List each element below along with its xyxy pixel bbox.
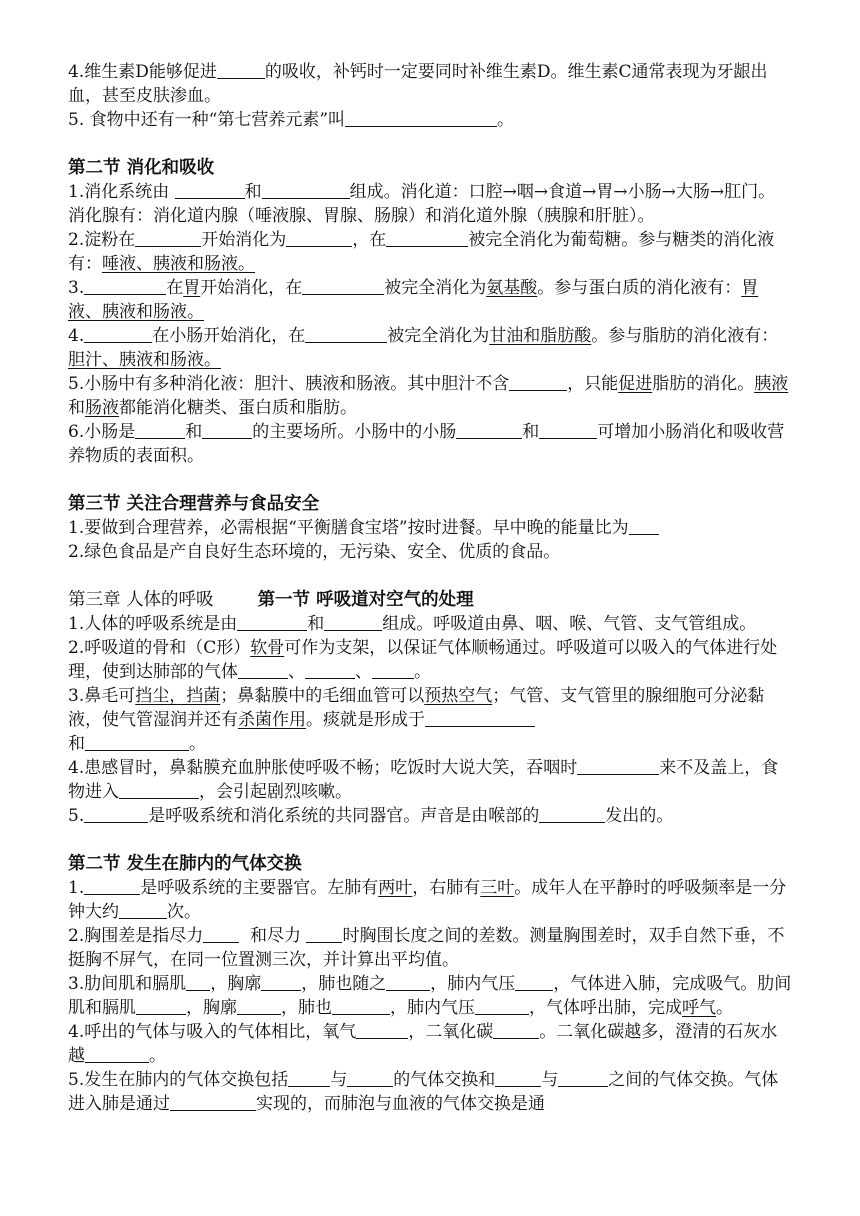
blank bbox=[347, 1069, 393, 1087]
item-gas-1: 1. 是呼吸系统的主要器官。左肺有两叶，右肺有三叶。成年人在平静时的呼吸频率是一分钟大约 次。 bbox=[68, 878, 787, 922]
blank bbox=[85, 1045, 149, 1063]
blank bbox=[386, 229, 468, 247]
blank bbox=[186, 973, 210, 991]
item-digestion-5: 5.小肠中有多种消化液：胆汁、胰液和肠液。其中胆汁不含 ，只能促进脂肪的消化。胰液和肠液都能消化糖类、蛋白质和脂肪。 bbox=[68, 374, 789, 418]
section-heading-airway: 第一节 呼吸道对空气的处理 bbox=[257, 590, 474, 610]
blank bbox=[515, 973, 553, 991]
item-nutrition-2: 2.绿色食品是产自良好生态环境的，无污染、安全、优质的食品。 bbox=[68, 542, 561, 562]
blank bbox=[629, 517, 659, 535]
blank bbox=[305, 325, 387, 343]
item-digestion-4: 4. 在小肠开始消化，在 被完全消化为甘油和脂肪酸。参与脂肪的消化液有：胆汁、胰液和肠液。 bbox=[68, 326, 779, 370]
blank bbox=[217, 61, 265, 79]
item-digestion-1: 1.消化系统由 和 组成。消化道：口腔→咽→食道→胃→小肠→大肠→肛门。消化腺有：消化道内腺（唾液腺、胃腺、肠腺）和消化道外腺（胰腺和肝脏）。 bbox=[68, 182, 776, 226]
item-airway-1: 1.人体的呼吸系统是由 和 组成。呼吸道由鼻、咽、喉、气管、支气管组成。 bbox=[68, 614, 757, 634]
blank bbox=[425, 709, 535, 727]
blank bbox=[539, 421, 597, 439]
blank bbox=[306, 925, 342, 943]
blank bbox=[237, 997, 281, 1015]
blank bbox=[286, 229, 352, 247]
item-vitamin-d: 4.维生素D能够促进 的吸收，补钙时一定要同时补维生素D。维生素C通常表现为牙龈出血，甚至皮肤渗血。 bbox=[68, 62, 768, 106]
blank bbox=[84, 877, 140, 895]
blank bbox=[302, 277, 384, 295]
blank bbox=[577, 757, 659, 775]
section-heading-nutrition: 第三节 关注合理营养与食品安全 bbox=[68, 494, 320, 514]
item-airway-4: 4.患感冒时，鼻黏膜充血肿胀使呼吸不畅；吃饭时大说大笑，吞咽时 来不及盖上，食物进入 ，会引起剧烈咳嗽。 bbox=[68, 758, 779, 802]
blank bbox=[456, 421, 522, 439]
blank bbox=[136, 997, 186, 1015]
item-seventh-nutrient: 5. 食物中还有一种“第七营养元素”叫 。 bbox=[68, 110, 515, 130]
item-gas-3: 3.肋间肌和膈肌 ，胸廓 ，肺也随之 ，肺内气压 ，气体进入肺，完成吸气。肋间肌和膈肌 ，胸廓 ，肺也 ，肺内气压 ，气体呼出肺，完成呼气。 bbox=[68, 974, 792, 1018]
blank bbox=[305, 661, 355, 679]
blank bbox=[119, 901, 167, 919]
chapter-title: 第三章 人体的呼吸 bbox=[68, 590, 214, 610]
blank bbox=[356, 1021, 408, 1039]
blank bbox=[539, 805, 605, 823]
item-gas-5: 5.发生在肺内的气体交换包括 与 的气体交换和 与 之间的气体交换。气体进入肺是通过 实现的，而肺泡与血液的气体交换是通 bbox=[68, 1070, 779, 1114]
blank bbox=[84, 325, 152, 343]
blank bbox=[475, 997, 529, 1015]
blank bbox=[84, 277, 166, 295]
chapter-heading-respiration bbox=[68, 588, 792, 612]
item-airway-3: 3.鼻毛可挡尘，挡菌；鼻黏膜中的毛细血管可以预热空气；气管、支气管里的腺细胞可分泌黏液，使气管湿润并还有杀菌作用。痰就是形成于 和 。 bbox=[68, 686, 765, 754]
blank bbox=[237, 613, 307, 631]
blank bbox=[84, 805, 148, 823]
blank bbox=[288, 1069, 330, 1087]
blank bbox=[261, 973, 301, 991]
blank bbox=[345, 109, 497, 127]
blank bbox=[386, 973, 430, 991]
blank bbox=[135, 421, 185, 439]
blank bbox=[324, 613, 382, 631]
item-airway-2: 2.呼吸道的骨和（C形）软骨可作为支架，以保证气体顺畅通过。呼吸道可以吸入的气体进行处理，使到达肺部的气体 、 、 。 bbox=[68, 638, 778, 682]
item-gas-2: 2.胸围差是指尽力 和尽力 时胸围长度之间的差数。测量胸围差时，双手自然下垂，不挺胸不屏气，在同一位置测三次，并计算出平均值。 bbox=[68, 926, 785, 970]
blank bbox=[332, 997, 390, 1015]
blank bbox=[135, 229, 201, 247]
section-heading-gas-exchange: 第二节 发生在肺内的气体交换 bbox=[68, 854, 302, 874]
item-gas-4: 4.呼出的气体与吸入的气体相比，氧气 ，二氧化碳 。二氧化碳越多，澄清的石灰水越 。 bbox=[68, 1022, 778, 1066]
blank bbox=[558, 1069, 608, 1087]
item-airway-5: 5. 是呼吸系统和消化系统的共同器官。声音是由喉部的 发出的。 bbox=[68, 806, 674, 826]
blank bbox=[372, 661, 414, 679]
blank bbox=[85, 733, 189, 751]
blank bbox=[119, 781, 199, 799]
blank bbox=[202, 421, 252, 439]
blank bbox=[175, 181, 245, 199]
blank bbox=[493, 1021, 539, 1039]
blank bbox=[170, 1093, 256, 1111]
blank bbox=[509, 373, 567, 391]
blank bbox=[203, 925, 239, 943]
blank bbox=[262, 181, 350, 199]
item-digestion-2: 2.淀粉在 开始消化为 ，在 被完全消化为葡萄糖。参与糖类的消化液有：唾液、胰液和肠液。 bbox=[68, 230, 775, 274]
section-heading-digestion: 第二节 消化和吸收 bbox=[68, 158, 215, 178]
item-digestion-6: 6.小肠是 和 的主要场所。小肠中的小肠 和 可增加小肠消化和吸收营养物质的表面积。 bbox=[68, 422, 785, 466]
item-digestion-3: 3. 在胃开始消化，在 被完全消化为氨基酸。参与蛋白质的消化液有：胃液、胰液和肠液。 bbox=[68, 278, 759, 322]
blank bbox=[238, 661, 288, 679]
blank bbox=[495, 1069, 541, 1087]
item-nutrition-1: 1.要做到合理营养，必需根据“平衡膳食宝塔”按时进餐。早中晚的能量比为 bbox=[68, 516, 792, 540]
